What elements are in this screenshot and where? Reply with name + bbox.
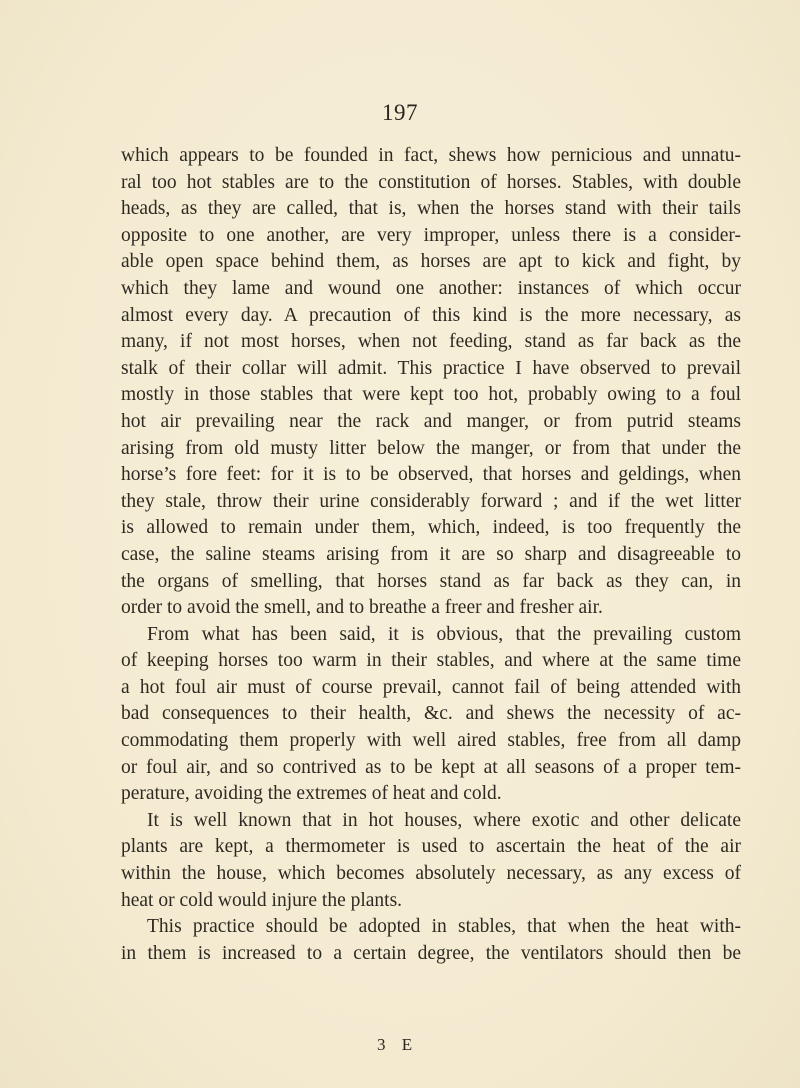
text-line: This practice should be adopted in stables, that when the heat with- [147,916,741,938]
text-line: able open space behind them, as horses are apt to kick and fight, by [121,251,741,273]
body-text [121,143,741,967]
text-line: From what has been said, it is obvious, that the prevailing custom [147,623,741,645]
text-line: heads, as they are called, that is, when the horses stand with their tails [121,198,741,220]
text-line: in them is increased to a certain degree, the ventilators should then be [121,942,741,964]
text-line: the organs of smelling, that horses stand as far back as they can, in [121,570,741,592]
text-line: they stale, throw their urine considerably forward ; and if the wet litter [121,490,741,512]
text-line: a hot foul air must of course prevail, cannot fail of being attended with [121,676,741,698]
text-line: or foul air, and so contrived as to be kept at all seasons of a proper tem- [121,756,741,778]
page-number: 197 [382,100,418,125]
text-line: plants are kept, a thermometer is used to ascertain the heat of the air [121,836,741,858]
text-line: mostly in those stables that were kept too hot, probably owing to a foul [121,384,741,406]
text-line: hot air prevailing near the rack and manger, or from putrid steams [121,410,741,432]
text-line: stalk of their collar will admit. This practice I have observed to prevail [121,357,741,379]
text-line: which appears to be founded in fact, shews how pernicious and unnatu- [121,145,741,166]
text-line: commodating them properly with well aired stables, free from all damp [121,730,741,752]
text-line: is allowed to remain under them, which, indeed, is too frequently the [121,517,741,539]
text-line: within the house, which becomes absolutely necessary, as any excess of [121,863,741,885]
text-line: ral too hot stables are to the constitution of horses. Stables, with double [121,171,741,193]
text-line: case, the saline steams arising from it are so sharp and disagreeable to [121,543,741,565]
text-line: horse’s fore feet: for it is to be observed, that horses and geldings, when [121,464,741,486]
text-line: heat or cold would injure the plants. [121,889,403,911]
text-line: many, if not most horses, when not feeding, stand as far back as the [121,331,741,353]
text-line: bad consequences to their health, &c. and shews the necessity of ac- [121,703,741,725]
text-line: perature, avoiding the extremes of heat and cold. [121,783,502,805]
text-line: opposite to one another, are very improper, unless there is a consider- [121,224,741,246]
text-line: almost every day. A precaution of this kind is the more necessary, as [121,304,741,326]
text-line: It is well known that in hot houses, where exotic and other delicate [147,809,741,831]
text-line: order to avoid the smell, and to breathe a freer and fresher air. [121,597,603,619]
signature-mark: 3 E [377,1035,419,1054]
text-line: of keeping horses too warm in their stables, and where at the same time [121,650,741,672]
text-line: arising from old musty litter below the manger, or from that under the [121,437,741,459]
text-line: which they lame and wound one another: instances of which occur [121,277,741,299]
